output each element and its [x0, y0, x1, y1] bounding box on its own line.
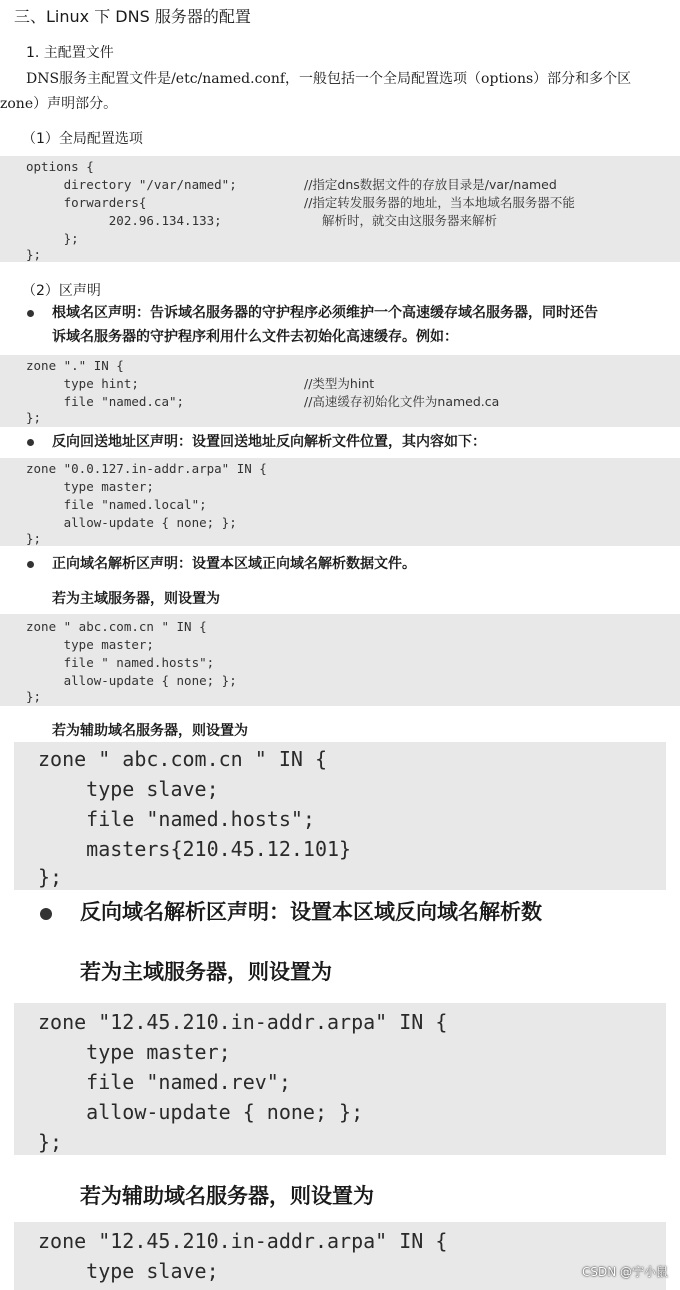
code-line: options { [26, 159, 94, 174]
subsection-title-main-config: 1. 主配置文件 [26, 45, 114, 61]
code-line: file "named.local"; [26, 497, 207, 512]
bullet-icon [27, 439, 34, 446]
paragraph-line: zone）声明部分。 [0, 96, 118, 112]
code-block-reverse-slave [14, 1222, 666, 1290]
code-line: }; [38, 865, 63, 889]
code-line: zone "." IN { [26, 358, 124, 373]
code-line: directory "/var/named"; [26, 177, 237, 192]
code-line: allow-update { none; }; [26, 673, 237, 688]
code-line: file "named.hosts"; [38, 807, 315, 831]
subsection-title-global-options: （1）全局配置选项 [22, 131, 143, 147]
code-comment: //高速缓存初始化文件为named.ca [304, 394, 500, 409]
code-block-reverse-master [14, 1003, 666, 1155]
code-line: allow-update { none; }; [38, 1100, 364, 1124]
code-block-root-zone [0, 355, 680, 427]
code-block-options [0, 156, 680, 262]
code-line: type master; [38, 1040, 231, 1064]
code-line: zone "12.45.210.in-addr.arpa" IN { [38, 1010, 448, 1034]
code-line: zone "12.45.210.in-addr.arpa" IN { [38, 1229, 448, 1253]
code-line: zone " abc.com.cn " IN { [38, 747, 327, 771]
code-line: zone "0.0.127.in-addr.arpa" IN { [26, 461, 267, 476]
watermark: CSDN @宁小鼠 [581, 1265, 668, 1279]
code-comment: //指定转发服务器的地址，当本地域名服务器不能 [304, 195, 575, 210]
code-block-loopback-zone [0, 458, 680, 546]
bullet-text: 反向回送地址区声明：设置回送地址反向解析文件位置，其内容如下： [52, 434, 486, 450]
code-line: type master; [26, 479, 154, 494]
bullet-text: 根域名区声明：告诉域名服务器的守护程序必须维护一个高速缓存域名服务器，同时还告 [52, 305, 598, 321]
label-master-server: 若为主域服务器，则设置为 [80, 959, 332, 984]
code-line: file " named.hosts"; [26, 655, 215, 670]
bullet-icon [40, 908, 52, 920]
code-line: }; [26, 231, 79, 246]
code-line: 202.96.134.133; [26, 213, 222, 228]
code-line: }; [38, 1130, 63, 1154]
code-line: forwarders{ [26, 195, 147, 210]
code-comment: //指定dns数据文件的存放目录是/var/named [304, 177, 557, 192]
code-line: }; [26, 531, 42, 546]
code-line: }; [26, 247, 42, 262]
bullet-text: 诉域名服务器的守护程序利用什么文件去初始化高速缓存。例如： [52, 329, 458, 345]
section-title: 三、Linux 下 DNS 服务器的配置 [14, 7, 251, 26]
code-block-forward-master [0, 614, 680, 706]
bullet-text: 反向域名解析区声明：设置本区域反向域名解析数 [80, 899, 542, 924]
label-master-server: 若为主域服务器，则设置为 [52, 591, 220, 607]
bullet-icon [27, 310, 34, 317]
code-line: }; [26, 410, 42, 425]
code-comment: 解析时，就交由这服务器来解析 [322, 213, 498, 228]
paragraph-line: DNS服务主配置文件是/etc/named.conf，一般包括一个全局配置选项（options）部分和多个区 [26, 71, 632, 87]
bullet-text: 正向域名解析区声明：设置本区域正向域名解析数据文件。 [52, 556, 416, 572]
label-slave-server: 若为辅助域名服务器，则设置为 [80, 1183, 374, 1208]
code-line: masters{210.45.12.101} [38, 837, 352, 861]
code-line: type slave; [38, 777, 219, 801]
label-slave-server: 若为辅助域名服务器，则设置为 [52, 723, 248, 739]
code-line: type hint; [26, 376, 139, 391]
code-line: type slave; [38, 1259, 219, 1283]
bullet-icon [27, 561, 34, 568]
code-comment: //类型为hint [304, 376, 375, 391]
subsection-title-zone: （2）区声明 [22, 283, 101, 299]
code-line: }; [26, 689, 42, 704]
code-line: zone " abc.com.cn " IN { [26, 619, 207, 634]
code-line: file "named.rev"; [38, 1070, 291, 1094]
code-line: file "named.ca"; [26, 394, 185, 409]
code-block-forward-slave [14, 742, 666, 890]
code-line: type master; [26, 637, 154, 652]
code-line: allow-update { none; }; [26, 515, 237, 530]
